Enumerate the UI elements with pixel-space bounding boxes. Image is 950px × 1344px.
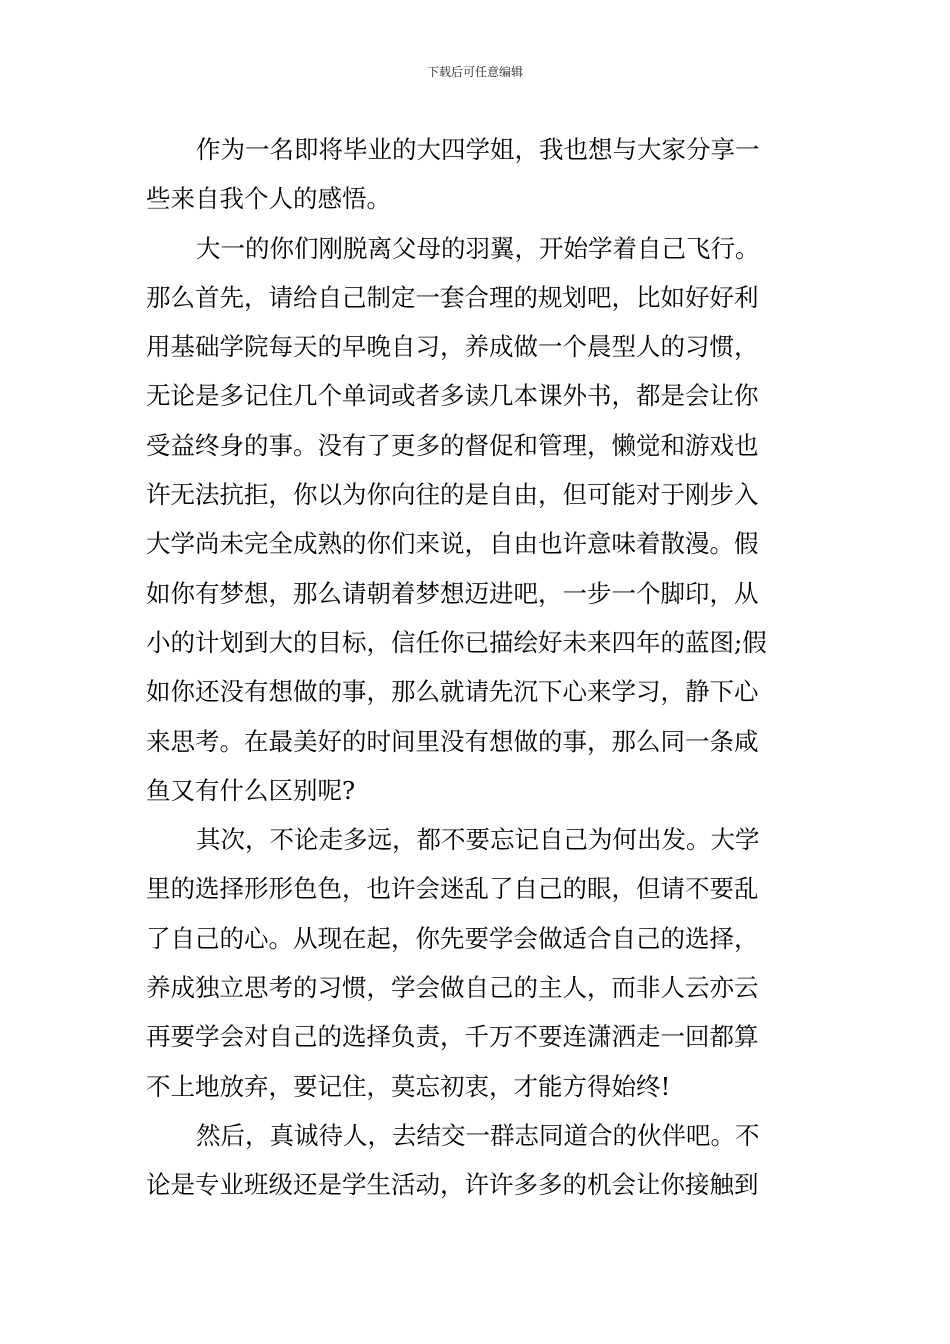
- page-header-note: 下载后可任意编辑: [426, 65, 523, 79]
- text-line: 其次，不论走多远，都不要忘记自己为何出发。大学: [196, 825, 760, 855]
- text-line: 来思考。在最美好的时间里没有想做的事，那么同一条咸: [146, 726, 759, 756]
- text-line: 里的选择形形色色，也许会迷乱了自己的眼，但请不要乱: [146, 874, 759, 904]
- text-line: 作为一名即将毕业的大四学姐，我也想与大家分享一: [196, 135, 760, 164]
- text-line: 受益终身的事。没有了更多的督促和管理，懒觉和游戏也: [146, 430, 759, 460]
- paragraph: [146, 125, 812, 224]
- text-line: 不上地放弃，要记住，莫忘初衷，才能方得始终!: [146, 1071, 671, 1101]
- paragraph: [146, 815, 812, 1111]
- text-line: 如你有梦想，那么请朝着梦想迈进吧，一步一个脚印，从: [146, 578, 759, 608]
- paragraph: [146, 1111, 812, 1210]
- text-line: 了自己的心。从现在起，你先要学会做适合自己的选择，: [146, 923, 759, 953]
- text-line: 鱼又有什么区别呢?: [146, 775, 356, 805]
- text-line: 小的计划到大的目标，信任你已描绘好未来四年的蓝图;假: [146, 627, 767, 657]
- paragraph: [146, 224, 812, 816]
- document-body: [146, 125, 812, 1210]
- text-line: 些来自我个人的感悟。: [146, 184, 391, 214]
- text-line: 大学尚未完全成熟的你们来说，自由也许意味着散漫。假: [146, 529, 759, 559]
- text-line: 许无法抗拒，你以为你向往的是自由，但可能对于刚步入: [146, 480, 759, 510]
- text-line: 论是专业班级还是学生活动，许许多多的机会让你接触到: [146, 1170, 759, 1200]
- text-line: 那么首先，请给自己制定一套合理的规划吧，比如好好利: [146, 282, 759, 312]
- text-line: 养成独立思考的习惯，学会做自己的主人，而非人云亦云: [146, 973, 759, 1003]
- text-line: 如你还没有想做的事，那么就请先沉下心来学习，静下心: [146, 677, 759, 707]
- text-line: 无论是多记住几个单词或者多读几本课外书，都是会让你: [146, 381, 759, 411]
- text-line: 再要学会对自己的选择负责，千万不要连潇洒走一回都算: [146, 1022, 759, 1052]
- text-line: 用基础学院每天的早晚自习，养成做一个晨型人的习惯，: [146, 332, 759, 362]
- text-line: 然后，真诚待人，去结交一群志同道合的伙伴吧。不: [196, 1120, 760, 1150]
- text-line: 大一的你们刚脱离父母的羽翼，开始学着自己飞行。: [196, 233, 760, 263]
